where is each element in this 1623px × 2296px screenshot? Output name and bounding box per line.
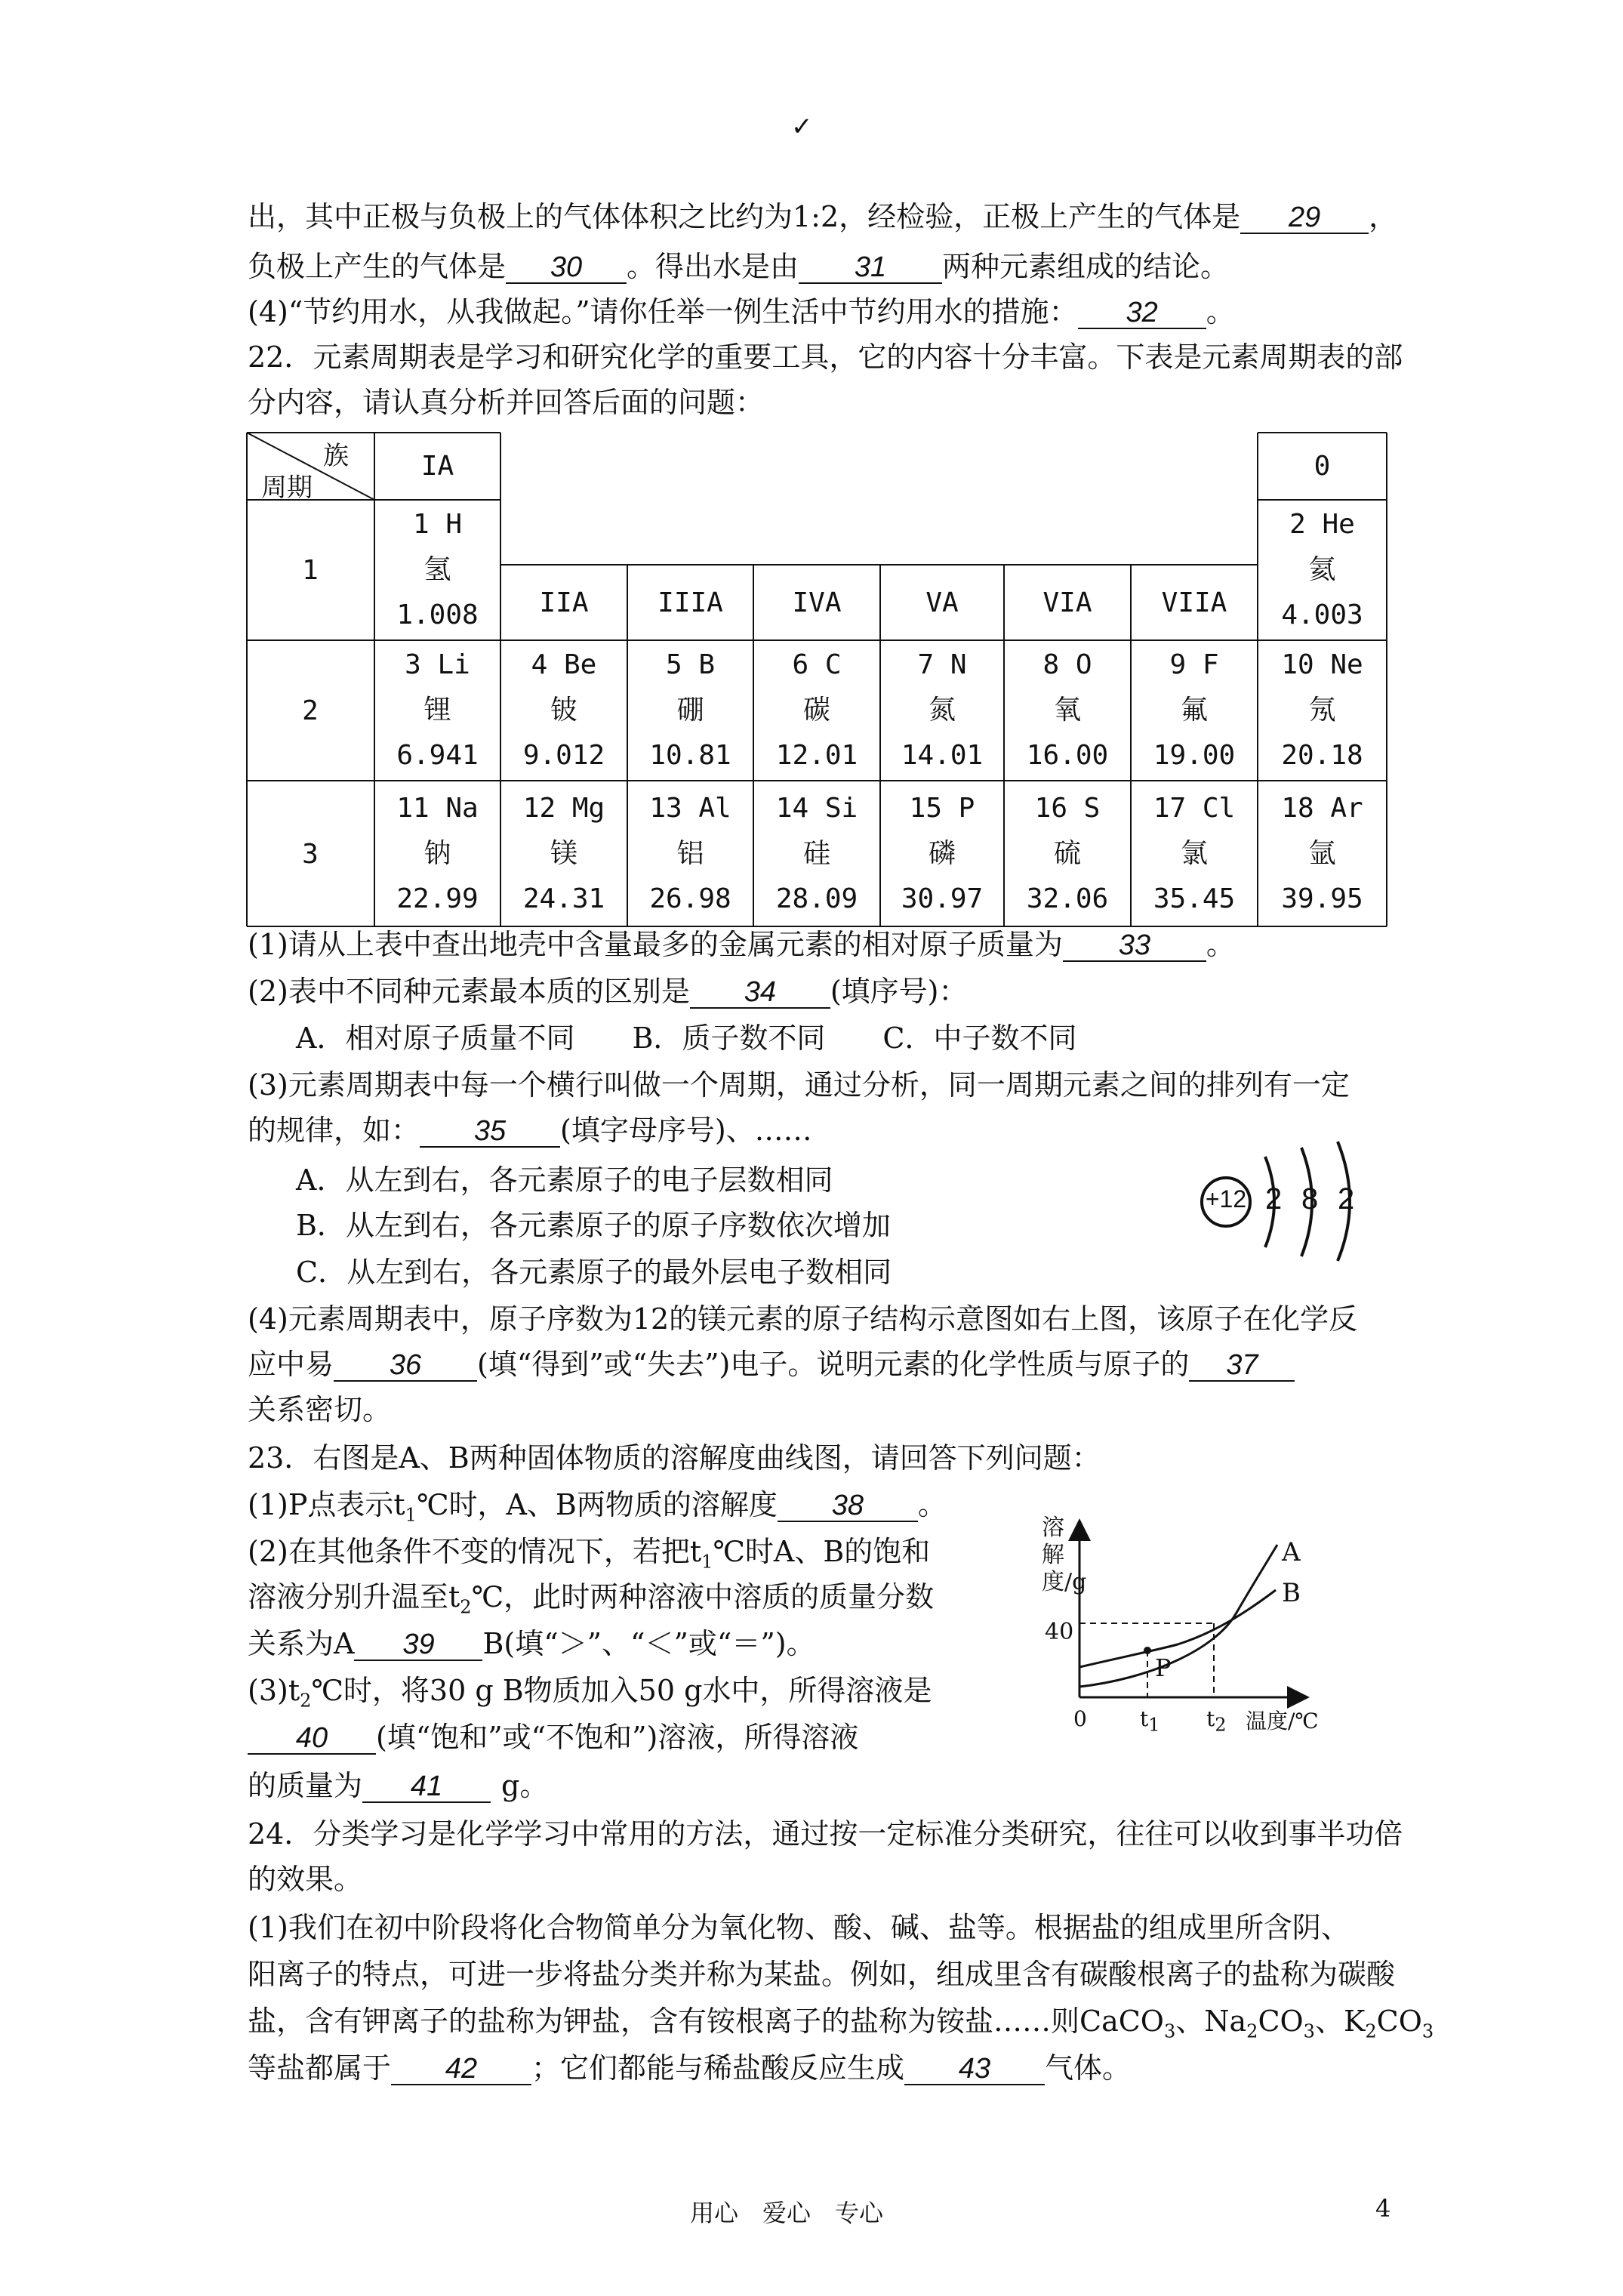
q22-part-3-line-1: (3)元素周期表中每一个横行叫做一个周期，通过分析，同一周期元素之间的排列有一定 [248,1068,1350,1102]
q22-intro-2: 分内容，请认真分析并回答后面的问题： [248,386,765,419]
y-tick-40: 40 [1045,1619,1074,1645]
q22-option-a: A．从左到右，各元素原子的电子层数相同 [296,1163,833,1197]
group-header-viia: VIIA [1161,587,1227,618]
chart-y-label: 溶解度/g [1042,1515,1087,1595]
footer-motto: 用心 爱心 专心 [690,2199,884,2227]
series-a-label: A [1282,1537,1301,1567]
nucleus-charge: +12 [1205,1185,1247,1213]
mg-atom-structure-diagram [1190,1137,1378,1265]
element-cell-be: 4 Be 铍 9.012 [522,649,605,771]
blank-43[interactable]: 43 [904,2054,1045,2085]
element-cell-h: 1 H 氢 1.008 [396,509,479,630]
point-p-label: P [1155,1653,1172,1682]
element-cell-s: 16 S 硫 32.06 [1026,793,1109,914]
q22-part-2-options: A．相对原子质量不同 B．质子数不同 C．中子数不同 [296,1022,1077,1055]
point-p-marker [1144,1647,1151,1654]
solubility-curve-chart [1042,1515,1359,1741]
blank-35[interactable]: 35 [420,1116,560,1148]
q23-part-2-line-1: (2)在其他条件不变的情况下，若把$t_1℃$时A、B的饱和 [248,1535,931,1573]
q24-part-1-line-1: (1)我们在初中阶段将化合物简单分为氧化物、酸、碱、盐等。根据盐的组成里所含阴、 [248,1911,1350,1944]
element-cell-n: 7 N 氮 14.01 [901,649,984,771]
q23-part-2-line-3: 关系为A 39 B(填“＞”、“＜”或“＝”)。 [248,1627,815,1660]
element-cell-p: 15 P 磷 30.97 [901,793,984,914]
element-cell-f: 9 F 氟 19.00 [1153,649,1236,771]
blank-32[interactable]: 32 [1078,297,1206,329]
q24-part-1-line-2: 阳离子的特点，可进一步将盐分类并称为某盐。例如，组成里含有碳酸根离子的盐称为碳酸 [248,1958,1396,1991]
blank-29[interactable]: 29 [1240,202,1369,234]
group-header-ia: IA [420,450,454,482]
blank-37[interactable]: 37 [1189,1350,1295,1382]
series-b-label: B [1282,1578,1301,1608]
blank-33[interactable]: 33 [1063,930,1206,962]
blank-30[interactable]: 30 [506,252,627,284]
element-cell-o: 8 O 氧 16.00 [1026,649,1109,771]
shell-3-electrons: 2 [1338,1182,1355,1216]
element-cell-mg: 12 Mg 镁 24.31 [522,793,605,914]
periodic-table [246,432,1387,927]
blank-31[interactable]: 31 [799,252,942,284]
blank-41[interactable]: 41 [362,1771,491,1803]
chart-x-label: 温度/℃ [1246,1709,1319,1734]
q22-intro-1: 22．元素周期表是学习和研究化学的重要工具，它的内容十分丰富。下表是元素周期表的部 [248,341,1403,374]
shell-2-electrons: 8 [1301,1182,1319,1216]
element-cell-al: 13 Al 铝 26.98 [649,793,731,914]
element-cell-ne: 10 Ne 氖 20.18 [1281,649,1363,771]
q22-part-1: (1)请从上表中查出地壳中含量最多的金属元素的相对原子质量为 33 。 [248,928,1235,961]
shell-1-electrons: 2 [1265,1182,1283,1216]
element-cell-c: 6 C 碳 12.01 [775,649,858,771]
period-label-2: 2 [302,695,319,726]
corner-label-group: 族 [323,441,349,471]
q24-part-1-line-4: 等盐都属于 42 ；它们都能与稀盐酸反应生成 43 气体。 [248,2051,1132,2085]
q24-intro-1: 24．分类学习是化学学习中常用的方法，通过按一定标准分类研究，往往可以收到事半功倍 [248,1817,1403,1851]
page-number: 4 [1375,2194,1391,2223]
blank-42[interactable]: 42 [391,2054,531,2085]
element-cell-b: 5 B 硼 10.81 [649,649,731,771]
group-header-0: 0 [1313,450,1331,482]
q23-part-3-line-1: $(3)t_2℃$时，将30 g B物质加入50 g水中，所得溶液是 [248,1674,932,1712]
q21-line-3: (4)“节约用水，从我做起。”请你任举一例生活中节约用水的措施： 32 。 [248,295,1235,328]
group-header-iiia: IIIA [658,587,723,618]
element-cell-ar: 18 Ar 氩 39.95 [1281,793,1363,914]
header-check-mark: ✓ [791,112,813,142]
element-cell-li: 3 Li 锂 6.941 [396,649,479,771]
q22-part-2: (2)表中不同种元素最本质的区别是 34 (填序号)： [248,975,968,1008]
period-label-1: 1 [302,554,319,586]
q21-line-2: 负极上产生的气体是 30 。得出水是由 31 两种元素组成的结论。 [248,250,1230,283]
series-b-curve [1079,1590,1276,1667]
origin-label: 0 [1073,1706,1087,1731]
q22-part-4-line-3: 关系密切。 [248,1393,392,1426]
element-cell-si: 14 Si 硅 28.09 [775,793,858,914]
q22-option-b: B．从左到右，各元素原子的原子序数依次增加 [296,1209,891,1242]
q23-part-2-line-2: 溶液分别升温至$t_2℃$，此时两种溶液中溶质的质量分数 [248,1580,935,1618]
q24-intro-2: 的效果。 [248,1863,363,1896]
x-tick-t1: $t_1$ [1140,1706,1160,1736]
blank-40[interactable]: 40 [248,1723,376,1755]
series-a-curve [1079,1545,1277,1687]
blank-34[interactable]: 34 [690,977,830,1009]
group-header-iia: IIA [539,587,589,618]
element-cell-he: 2 He 氦 4.003 [1281,509,1363,630]
q23-part-3-line-2: 40 (填“饱和”或“不饱和”)溶液，所得溶液 [248,1718,858,1756]
q22-option-c: C．从左到右，各元素原子的最外层电子数相同 [296,1256,892,1289]
q23-part-3-line-3: 的质量为 41 g。 [248,1769,549,1802]
period-label-3: 3 [302,838,319,870]
element-cell-na: 11 Na 钠 22.99 [396,793,479,914]
q22-part-4-line-2: 应中易 36 (填“得到”或“失去”)电子。说明元素的化学性质与原子的 37 [248,1345,1295,1383]
q23-intro: 23．右图是A、B两种固体物质的溶解度曲线图，请回答下列问题： [248,1441,1101,1475]
q24-part-1-line-3: 盐，含有钾离子的盐称为钾盐，含有铵根离子的盐称为铵盐……则CaCO$_3$、$Na_2CO_3$、$K_2CO_3$ [248,2005,1434,2042]
x-tick-t2: $t_2$ [1206,1706,1227,1736]
element-cell-cl: 17 Cl 氯 35.45 [1153,793,1236,914]
q22-part-4-line-1: (4)元素周期表中，原子序数为12的镁元素的原子结构示意图如右上图，该原子在化学反 [248,1302,1358,1336]
q23-part-1: (1)P点表示$t_1℃$时，A、B两物质的溶解度 38 。 [248,1488,947,1526]
group-header-iva: IVA [792,587,842,618]
q22-part-3-line-2: 的规律，如： 35 (填字母序号)、…… [248,1114,812,1147]
corner-label-period: 周期 [261,473,313,503]
blank-38[interactable]: 38 [778,1490,918,1522]
group-header-va: VA [925,587,959,618]
blank-39[interactable]: 39 [354,1629,482,1661]
group-header-via: VIA [1042,587,1092,618]
q21-line-1: 出，其中正极与负极上的气体体积之比约为1:2，经检验，正极上产生的气体是 29 ， [248,200,1398,233]
blank-36[interactable]: 36 [334,1350,477,1382]
